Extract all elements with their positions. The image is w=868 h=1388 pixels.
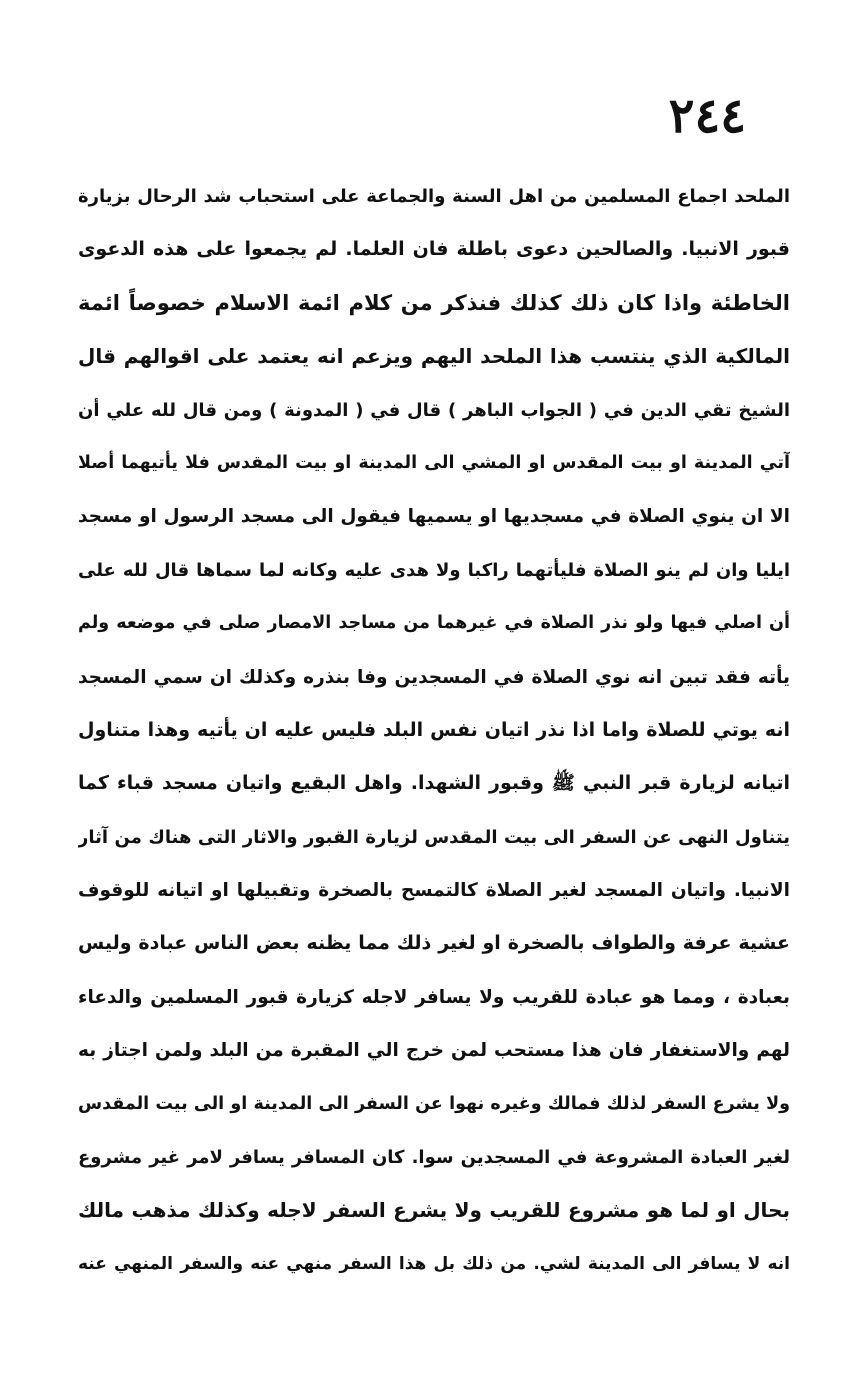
text-line: انه لا يسافر الى المدينة لشي. من ذلك بل هذا السفر منهي عنه والسفر المنهي عنه [78, 1253, 790, 1274]
text-line: الملحد اجماع المسلمين من اهل السنة والجماعة على استحباب شد الرحال بزيارة [78, 186, 790, 207]
text-line: أن اصلي فيها ولو نذر الصلاة في غيرهما من مساجد الامصار صلى في موضعه ولم [78, 613, 790, 634]
text-line: قبور الانبيا. والصالحين دعوى باطلة فان العلما. لم يجمعوا على هذه الدعوى [78, 238, 790, 261]
text-line: الشيخ تقي الدين في ( الجواب الباهر ) قال في ( المدونة ) ومن قال لله علي أن [78, 399, 790, 421]
text-line: بعبادة ، ومما هو عبادة للقريب ولا يسافر لاجله كزيارة قبور المسلمين والدعاء [78, 986, 790, 1008]
text-line: الا ان ينوي الصلاة في مسجديها او يسميها فيقول الى مسجد الرسول او مسجد [78, 506, 790, 528]
text-line: انه يوتي للصلاة واما اذا نذر اتيان نفس البلد فليس عليه ان يأتيه وهذا متناول [78, 718, 790, 741]
text-line: المالكية الذي ينتسب هذا الملحد اليهم ويزعم انه يعتمد على اقوالهم قال [78, 344, 790, 369]
text-line: يتناول النهى عن السفر الى بيت المقدس لزيارة القبور والاثار التى هناك من آثار [78, 826, 790, 848]
page-number: ٢٤٤ [668, 88, 746, 144]
text-line: بحال او لما هو مشروع للقريب ولا يشرع السفر لاجله وكذلك مذهب مالك [78, 1198, 790, 1223]
page-body-text [78, 170, 790, 1291]
text-line: لهم والاستغفار فان هذا مستحب لمن خرج الي المقبرة من البلد ولمن اجتاز به [78, 1040, 790, 1062]
text-line: ايليا وان لم ينو الصلاة فليأتهما راكبا ولا هدى عليه وكانه لما سماها قال لله على [78, 559, 790, 581]
text-line: اتيانه لزيارة قبر النبي ﷺ وقبور الشهدا. واهل البقيع واتيان مسجد قباء كما [78, 772, 790, 795]
text-line: لغير العبادة المشروعة في المسجدين سوا. كان المسافر يسافر لامر غير مشروع [78, 1147, 790, 1169]
text-line: آتي المدينة او بيت المقدس او المشي الى المدينة او بيت المقدس فلا يأتيهما أصلا [78, 452, 790, 473]
text-line: ولا يشرع السفر لذلك فمالك وغيره نهوا عن السفر الى المدينة او الى بيت المقدس [78, 1093, 790, 1114]
text-line: الانبيا. واتيان المسجد لغير الصلاة كالتمسح بالصخرة وتقبيلها او اتيانه للوقوف [78, 880, 790, 902]
text-line: الخاطئة واذا كان ذلك كذلك فنذكر من كلام ائمة الاسلام خصوصاً ائمة [78, 290, 790, 315]
text-line: يأته فقد تبين انه نوي الصلاة في المسجدين وفا بنذره وكذلك ان سمي المسجد [78, 666, 790, 688]
text-line: عشية عرفة والطواف بالصخرة او لغير ذلك مما يظنه بعض الناس عبادة وليس [78, 932, 790, 955]
